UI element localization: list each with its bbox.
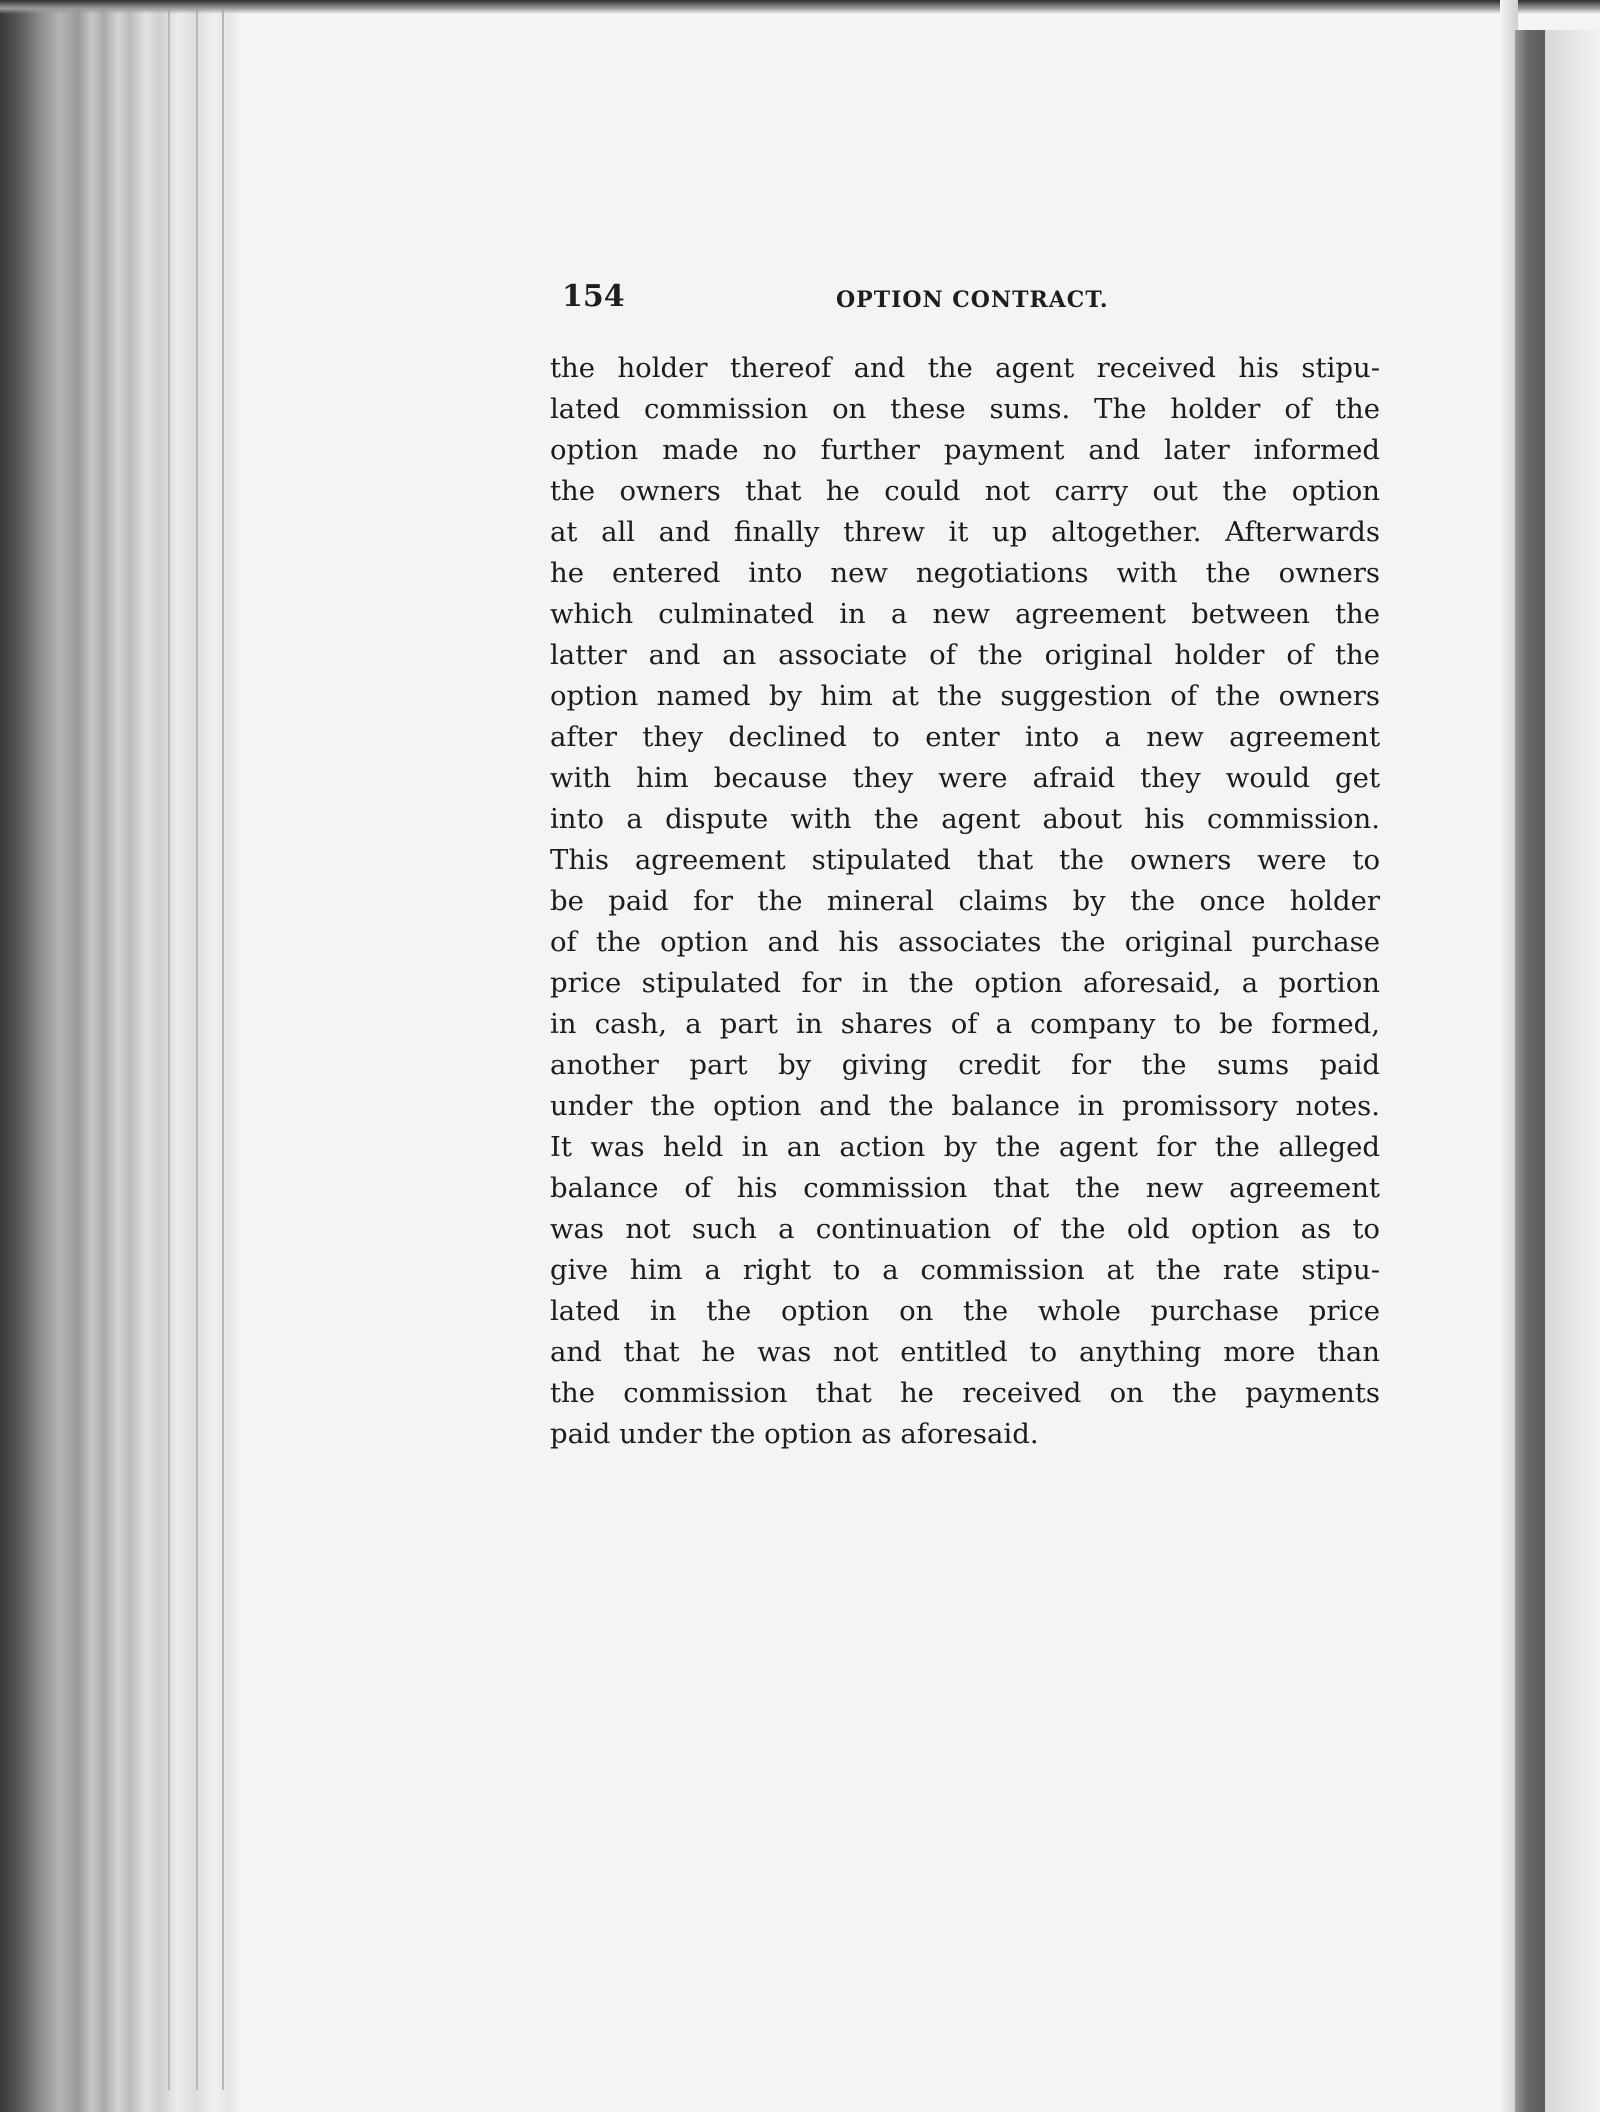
text-line: another part by giving credit for the sums paid xyxy=(550,1049,1380,1081)
text-line: of the option and his associates the original purchase xyxy=(550,926,1380,958)
text-line: price stipulated for in the option aforesaid, a portion xyxy=(550,967,1380,999)
running-title: OPTION CONTRACT. xyxy=(836,287,1109,313)
text-line: at all and finally threw it up altogether. Afterwards xyxy=(550,516,1380,548)
text-line: This agreement stipulated that the owners were to xyxy=(550,844,1380,876)
text-line: be paid for the mineral claims by the once holder xyxy=(550,885,1380,917)
page-edge-line xyxy=(168,10,170,2090)
text-line: he entered into new negotiations with the owners xyxy=(550,557,1380,589)
text-line: under the option and the balance in promissory notes. xyxy=(550,1090,1380,1122)
text-line: which culminated in a new agreement between the xyxy=(550,598,1380,630)
text-line: option made no further payment and later informed xyxy=(550,434,1380,466)
text-line: in cash, a part in shares of a company to be formed, xyxy=(550,1008,1380,1040)
binding-gutter xyxy=(1515,30,1545,2112)
text-line: into a dispute with the agent about his commission. xyxy=(550,803,1380,835)
body-paragraph xyxy=(550,348,1380,1455)
book-page-stack xyxy=(0,0,240,2112)
text-line: lated commission on these sums. The holder of the xyxy=(550,393,1380,425)
text-line: paid under the option as aforesaid. xyxy=(550,1418,1039,1450)
text-line: with him because they were afraid they would get xyxy=(550,762,1380,794)
text-line: give him a right to a commission at the rate stipu- xyxy=(550,1254,1380,1286)
page-number: 154 xyxy=(562,279,625,314)
text-line: lated in the option on the whole purchase price xyxy=(550,1295,1380,1327)
top-shadow xyxy=(0,0,1600,14)
page-edge-line xyxy=(222,10,224,2090)
text-line: after they declined to enter into a new agreement xyxy=(550,721,1380,753)
text-line: and that he was not entitled to anything more than xyxy=(550,1336,1380,1368)
text-line: the holder thereof and the agent received his stipu- xyxy=(550,352,1380,384)
text-line: the commission that he received on the payments xyxy=(550,1377,1380,1409)
facing-page-edge xyxy=(1545,30,1600,2112)
text-line: It was held in an action by the agent for the alleged xyxy=(550,1131,1380,1163)
page-edge-line xyxy=(196,10,198,2090)
text-line: was not such a continuation of the old option as to xyxy=(550,1213,1380,1245)
text-line: balance of his commission that the new agreement xyxy=(550,1172,1380,1204)
text-line: the owners that he could not carry out the option xyxy=(550,475,1380,507)
text-line: option named by him at the suggestion of the owners xyxy=(550,680,1380,712)
text-line: latter and an associate of the original holder of the xyxy=(550,639,1380,671)
